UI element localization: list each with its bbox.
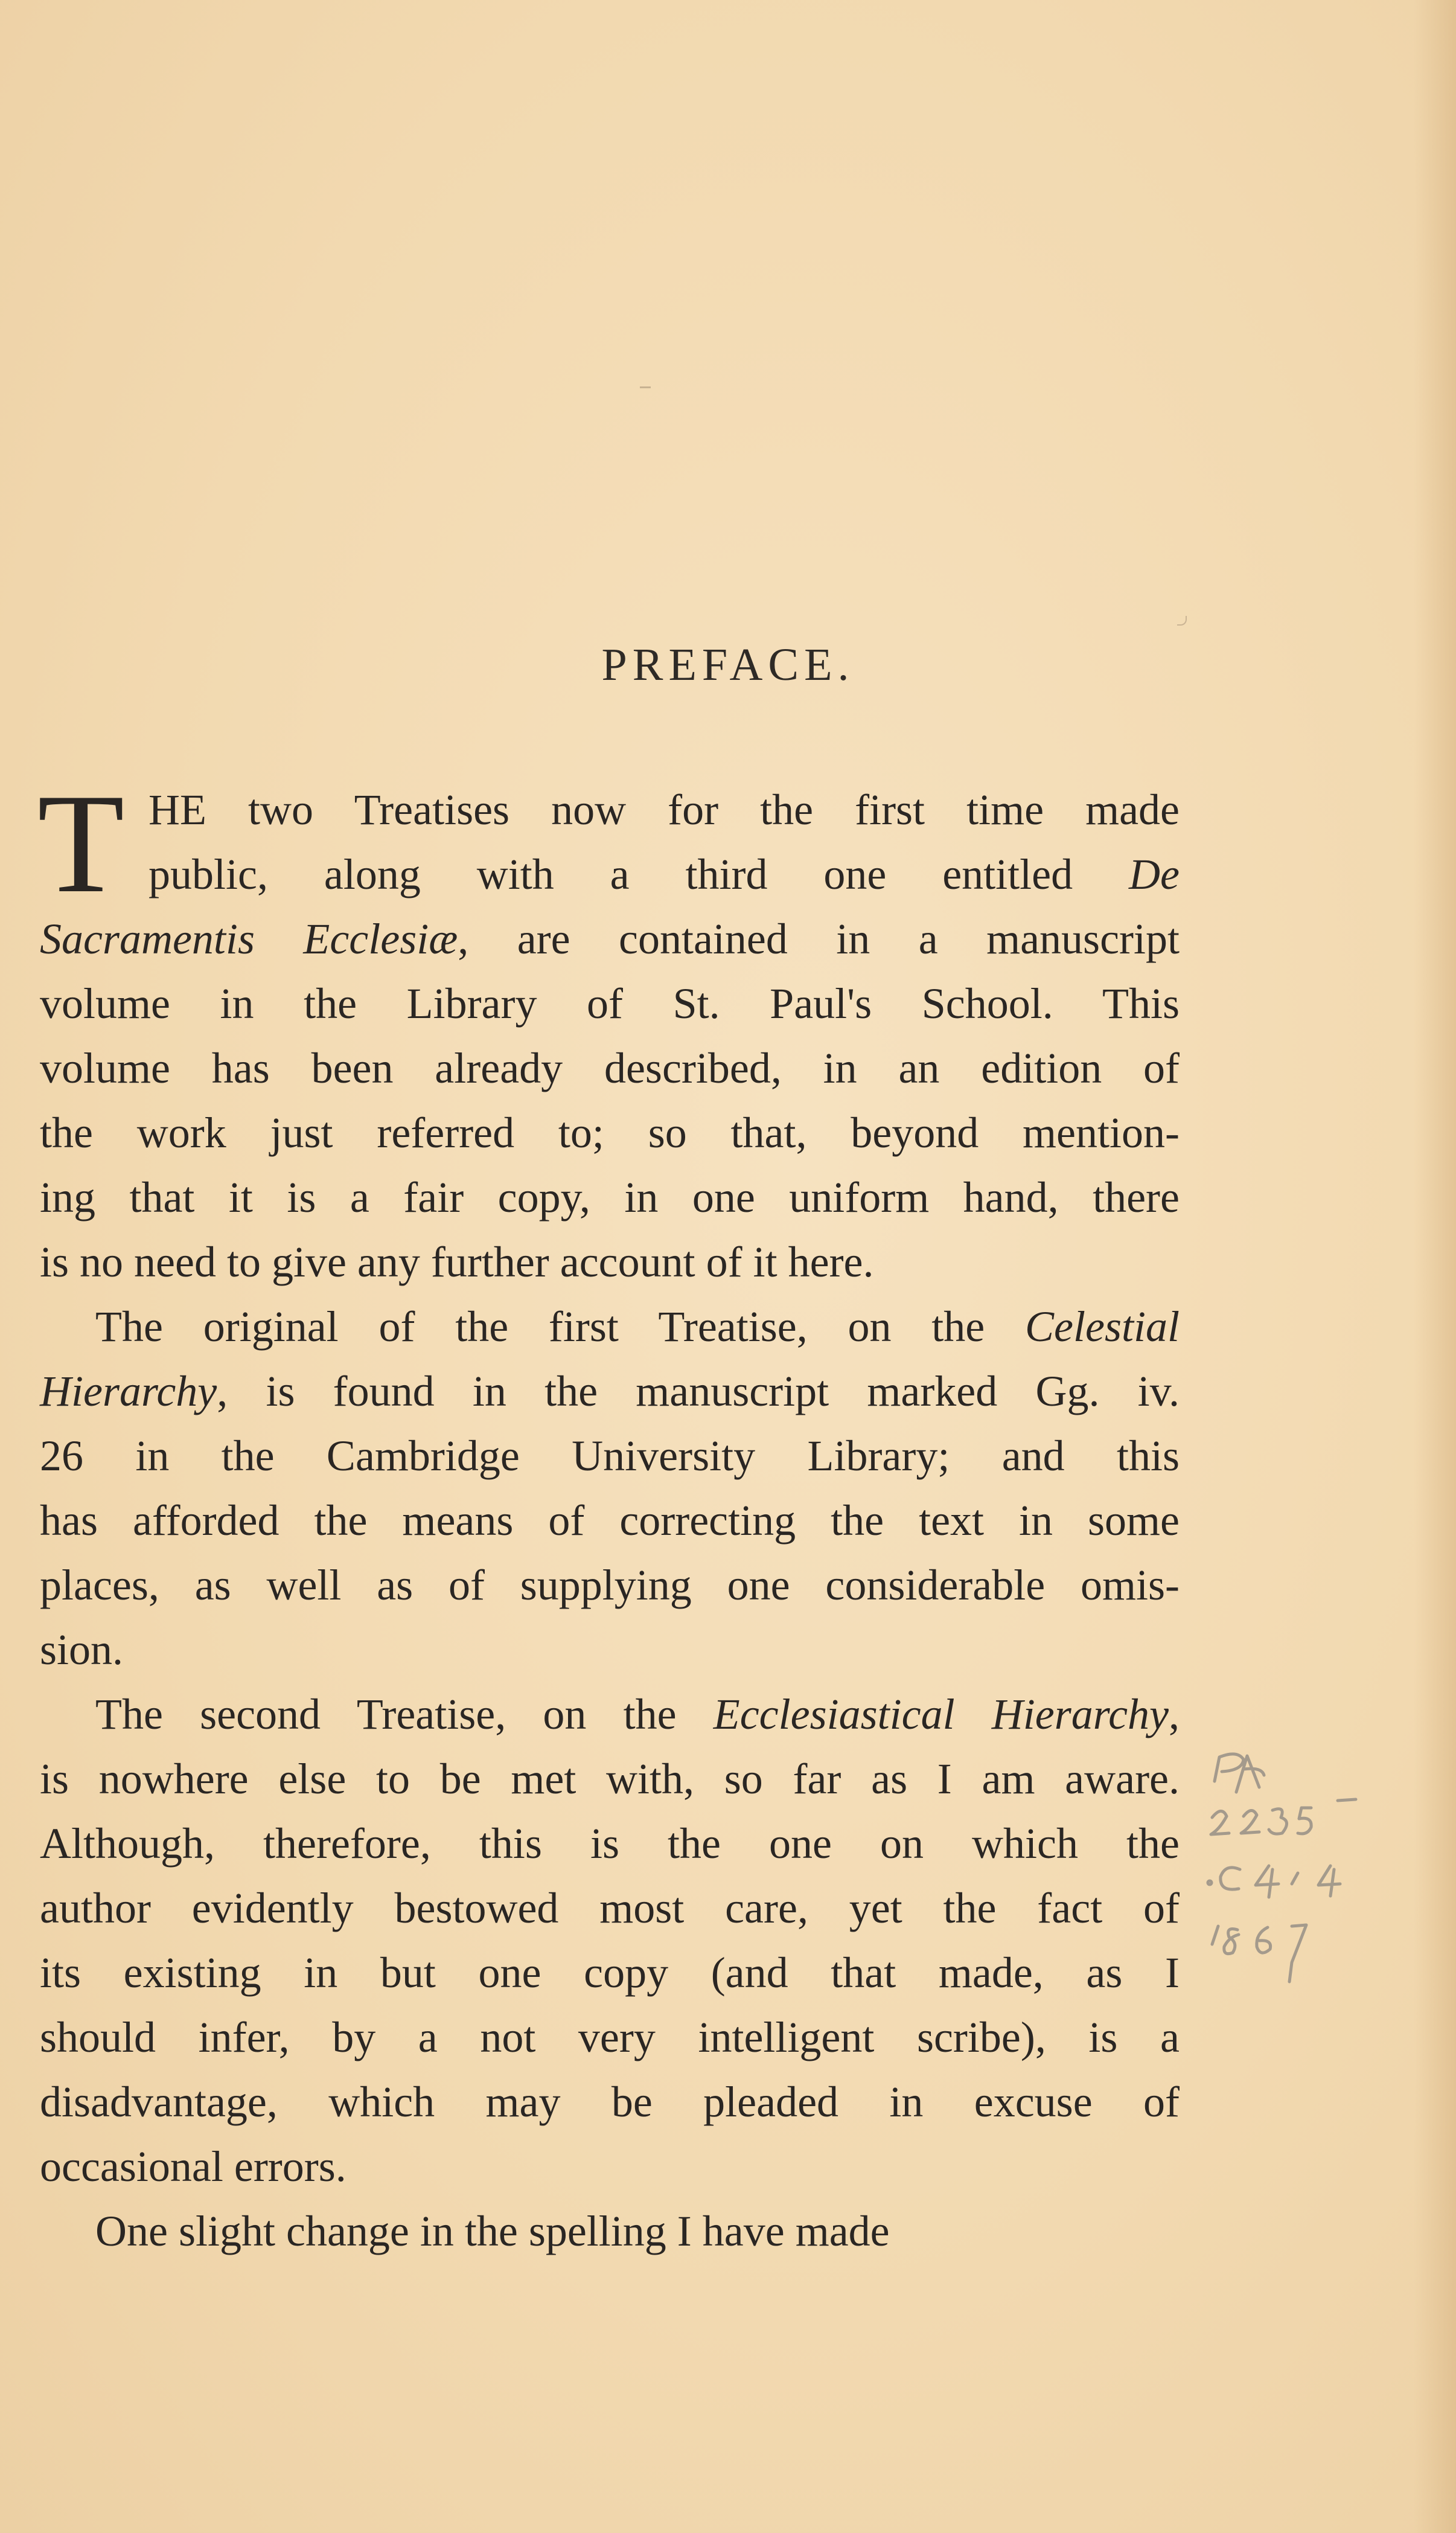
preface-body [37,765,1180,2264]
text-line [40,1682,1180,1747]
paper-mark [1177,616,1187,626]
paper-speck [640,386,651,388]
text-line: ing that it is a fair copy, in one uniform hand, there [40,1173,1180,1222]
handwritten-call-number [1201,1745,1419,2035]
text-segment: The original of the first Treatise, on the [95,1302,1026,1351]
margin-annotation-line [1201,1745,1202,1746]
italic-text: Sacramentis Ecclesiæ [40,915,458,963]
text-line: is nowhere else to be met with, so far as I am aware. [40,1755,1180,1803]
text-line [40,1359,1180,1424]
text-line: disadvantage, which may be pleaded in excuse of [40,2078,1180,2126]
page-heading: PREFACE. [601,639,855,690]
text-line [40,907,1180,972]
text-line [40,1295,1180,1359]
text-segment: , [1169,1690,1180,1738]
page-edge-shadow [1414,0,1456,2533]
italic-text: Hierarchy [40,1367,217,1415]
drop-cap: T [37,765,125,923]
text-line: One slight change in the spelling I have made [95,2207,890,2255]
text-line: the work just referred to; so that, beyond mention- [40,1109,1180,1157]
text-line: Although, therefore, this is the one on which the [40,1819,1180,1868]
text-line: is no need to give any further account of it here. [40,1238,874,1286]
text-line: should infer, by a not very intelligent scribe), is a [40,2013,1180,2061]
text-segment: , are contained in a manuscript [458,915,1180,963]
text-line: places, as well as of supplying one considerable omis- [40,1561,1180,1609]
italic-text: Celestial [1025,1302,1180,1351]
margin-annotation [1201,1745,1419,2035]
text-segment: , is found in the manuscript marked Gg. iv. [217,1367,1180,1415]
italic-text: De [1129,850,1180,898]
text-line: its existing in but one copy (and that made, as I [40,1949,1180,1997]
italic-text: Ecclesiastical Hierarchy [713,1690,1169,1738]
text-line [40,842,1180,907]
text-line: occasional errors. [40,2142,346,2191]
text-line: sion. [40,1625,124,1674]
text-segment: public, along with a third one entitled [148,850,1129,898]
text-line: HE two Treatises now for the first time made [148,786,1180,834]
text-line: author evidently bestowed most care, yet the fact of [40,1884,1180,1932]
text-line: has afforded the means of correcting the text in some [40,1496,1180,1545]
text-line: volume in the Library of St. Paul's School. This [40,979,1180,1028]
text-segment: The second Treatise, on the [95,1690,714,1738]
text-line: volume has been already described, in an edition of [40,1044,1180,1092]
text-line: 26 in the Cambridge University Library; and this [40,1432,1180,1480]
